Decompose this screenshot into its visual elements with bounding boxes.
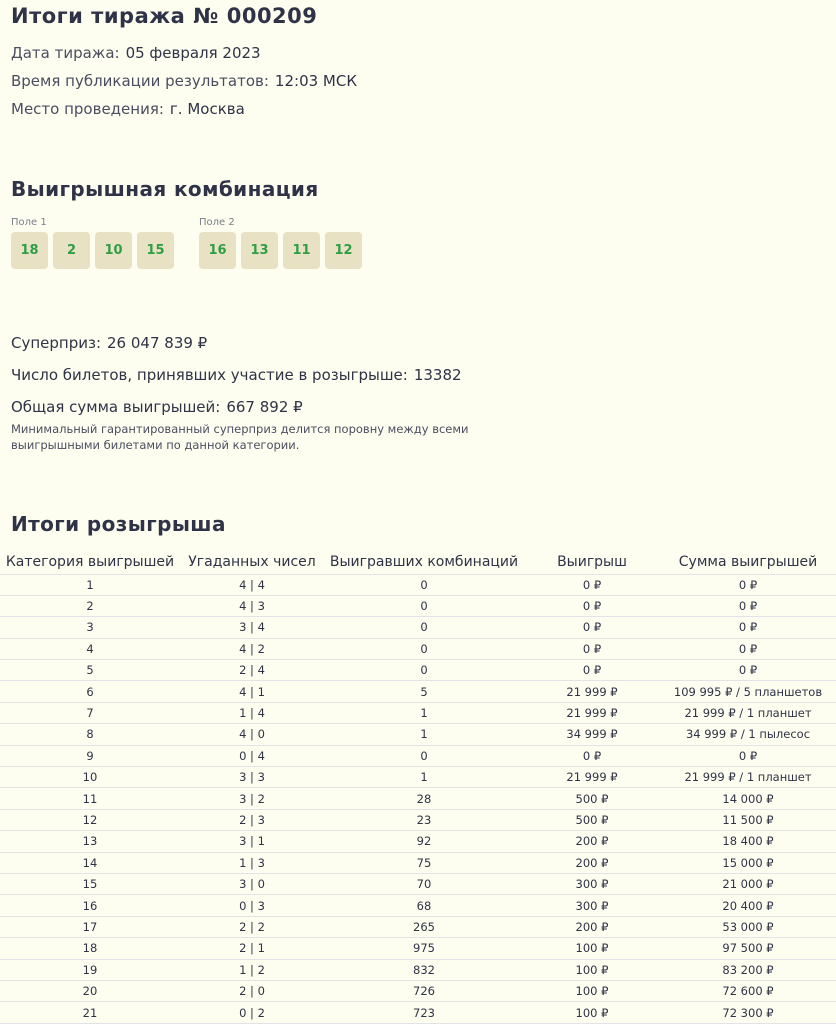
cell-winning-combos: 68: [324, 895, 524, 916]
table-row: [0, 617, 836, 638]
header-winning-combos: Выигравших комбинаций: [324, 551, 524, 574]
cell-winning-combos: 5: [324, 681, 524, 702]
cell-category: 21: [0, 1002, 180, 1023]
cell-matched: 2 | 4: [180, 660, 324, 681]
number-ball: 11: [283, 232, 320, 269]
draw-place-value: г. Москва: [169, 100, 245, 118]
table-row: [0, 916, 836, 937]
cell-prize-total: 15 000 ₽: [660, 852, 836, 873]
superprize-note: Минимальный гарантированный суперприз делится поровну между всеми выигрышными билетами по данной категории.: [11, 422, 469, 452]
table-row: [0, 724, 836, 745]
cell-matched: 3 | 2: [180, 788, 324, 809]
tickets-count: [11, 366, 462, 384]
number-ball: 13: [241, 232, 278, 269]
cell-prize: 200 ₽: [524, 916, 660, 937]
cell-prize-total: 21 999 ₽ / 1 планшет: [660, 767, 836, 788]
cell-prize: 0 ₽: [524, 595, 660, 616]
cell-winning-combos: 726: [324, 980, 524, 1001]
header-category: Категория выигрышей: [0, 551, 180, 574]
cell-winning-combos: 0: [324, 660, 524, 681]
table-row: [0, 938, 836, 959]
cell-winning-combos: 28: [324, 788, 524, 809]
cell-category: 18: [0, 938, 180, 959]
cell-winning-combos: 265: [324, 916, 524, 937]
cell-matched: 1 | 3: [180, 852, 324, 873]
cell-prize: 200 ₽: [524, 852, 660, 873]
cell-prize-total: 34 999 ₽ / 1 пылесос: [660, 724, 836, 745]
field-1-balls: [11, 232, 174, 269]
cell-matched: 4 | 0: [180, 724, 324, 745]
cell-matched: 0 | 3: [180, 895, 324, 916]
table-row: [0, 702, 836, 723]
cell-prize-total: 14 000 ₽: [660, 788, 836, 809]
cell-winning-combos: 832: [324, 959, 524, 980]
table-row: [0, 895, 836, 916]
table-row: [0, 660, 836, 681]
draw-place-label: Место проведения:: [11, 100, 164, 118]
cell-matched: 2 | 1: [180, 938, 324, 959]
total-winnings-value: 667 892 ₽: [226, 398, 303, 416]
cell-prize-total: 20 400 ₽: [660, 895, 836, 916]
number-ball: 2: [53, 232, 90, 269]
draw-date: [11, 44, 261, 62]
cell-prize: 0 ₽: [524, 638, 660, 659]
results-table: [0, 551, 836, 1024]
field-2: [199, 216, 362, 269]
superprize: [11, 334, 207, 352]
table-row: [0, 959, 836, 980]
cell-category: 11: [0, 788, 180, 809]
cell-winning-combos: 975: [324, 938, 524, 959]
cell-prize-total: 0 ₽: [660, 745, 836, 766]
total-winnings: [11, 398, 303, 416]
cell-prize-total: 21 999 ₽ / 1 планшет: [660, 702, 836, 723]
field-1: [11, 216, 174, 269]
number-ball: 16: [199, 232, 236, 269]
cell-prize: 21 999 ₽: [524, 767, 660, 788]
number-ball: 12: [325, 232, 362, 269]
cell-winning-combos: 0: [324, 617, 524, 638]
cell-prize: 34 999 ₽: [524, 724, 660, 745]
cell-category: 15: [0, 873, 180, 894]
field-1-label: Поле 1: [11, 217, 47, 228]
cell-winning-combos: 0: [324, 595, 524, 616]
results-body: [0, 574, 836, 1023]
cell-matched: 1 | 2: [180, 959, 324, 980]
table-row: [0, 1002, 836, 1023]
cell-winning-combos: 92: [324, 831, 524, 852]
draw-title: Итоги тиража № 000209: [11, 4, 318, 28]
cell-matched: 3 | 0: [180, 873, 324, 894]
cell-prize: 0 ₽: [524, 745, 660, 766]
winning-combination-title: Выигрышная комбинация: [11, 177, 319, 201]
cell-matched: 2 | 2: [180, 916, 324, 937]
cell-prize-total: 0 ₽: [660, 660, 836, 681]
number-ball: 10: [95, 232, 132, 269]
cell-category: 4: [0, 638, 180, 659]
cell-winning-combos: 1: [324, 767, 524, 788]
cell-winning-combos: 0: [324, 638, 524, 659]
cell-prize-total: 0 ₽: [660, 617, 836, 638]
cell-winning-combos: 723: [324, 1002, 524, 1023]
cell-matched: 3 | 1: [180, 831, 324, 852]
table-row: [0, 831, 836, 852]
cell-category: 13: [0, 831, 180, 852]
table-row: [0, 638, 836, 659]
cell-prize-total: 0 ₽: [660, 595, 836, 616]
publication-time-value: 12:03 МСК: [274, 72, 357, 90]
cell-category: 14: [0, 852, 180, 873]
cell-category: 9: [0, 745, 180, 766]
cell-matched: 0 | 2: [180, 1002, 324, 1023]
cell-prize: 21 999 ₽: [524, 681, 660, 702]
cell-prize: 100 ₽: [524, 980, 660, 1001]
cell-prize-total: 72 300 ₽: [660, 1002, 836, 1023]
cell-prize: 0 ₽: [524, 617, 660, 638]
cell-prize-total: 109 995 ₽ / 5 планшетов: [660, 681, 836, 702]
cell-category: 19: [0, 959, 180, 980]
table-row: [0, 980, 836, 1001]
cell-prize: 500 ₽: [524, 788, 660, 809]
cell-prize-total: 83 200 ₽: [660, 959, 836, 980]
table-row: [0, 809, 836, 830]
cell-category: 17: [0, 916, 180, 937]
cell-winning-combos: 70: [324, 873, 524, 894]
cell-matched: 3 | 3: [180, 767, 324, 788]
cell-winning-combos: 1: [324, 702, 524, 723]
cell-matched: 4 | 1: [180, 681, 324, 702]
cell-prize: 500 ₽: [524, 809, 660, 830]
header-matched: Угаданных чисел: [180, 551, 324, 574]
table-row: [0, 788, 836, 809]
cell-matched: 4 | 4: [180, 574, 324, 595]
publication-time-label: Время публикации результатов:: [11, 72, 269, 90]
cell-prize: 21 999 ₽: [524, 702, 660, 723]
cell-prize: 0 ₽: [524, 574, 660, 595]
cell-winning-combos: 23: [324, 809, 524, 830]
cell-winning-combos: 0: [324, 574, 524, 595]
cell-winning-combos: 1: [324, 724, 524, 745]
cell-matched: 4 | 3: [180, 595, 324, 616]
cell-prize: 0 ₽: [524, 660, 660, 681]
cell-category: 10: [0, 767, 180, 788]
superprize-value: 26 047 839 ₽: [107, 334, 208, 352]
cell-prize-total: 0 ₽: [660, 638, 836, 659]
cell-prize-total: 21 000 ₽: [660, 873, 836, 894]
number-ball: 15: [137, 232, 174, 269]
cell-category: 5: [0, 660, 180, 681]
field-2-label: Поле 2: [199, 217, 235, 228]
cell-prize-total: 18 400 ₽: [660, 831, 836, 852]
superprize-label: Суперприз:: [11, 334, 102, 352]
cell-prize: 100 ₽: [524, 959, 660, 980]
total-winnings-label: Общая сумма выигрышей:: [11, 398, 221, 416]
table-row: [0, 574, 836, 595]
table-row: [0, 873, 836, 894]
cell-category: 1: [0, 574, 180, 595]
draw-place: [11, 100, 245, 118]
number-ball: 18: [11, 232, 48, 269]
cell-category: 16: [0, 895, 180, 916]
publication-time: [11, 72, 357, 90]
cell-prize: 100 ₽: [524, 1002, 660, 1023]
cell-matched: 0 | 4: [180, 745, 324, 766]
table-row: [0, 852, 836, 873]
cell-prize: 300 ₽: [524, 873, 660, 894]
tickets-count-label: Число билетов, принявших участие в розыгрыше:: [11, 366, 408, 384]
cell-category: 8: [0, 724, 180, 745]
cell-prize: 300 ₽: [524, 895, 660, 916]
cell-matched: 1 | 4: [180, 702, 324, 723]
tickets-count-value: 13382: [413, 366, 462, 384]
table-row: [0, 745, 836, 766]
results-title: Итоги розыгрыша: [11, 512, 226, 536]
cell-prize-total: 97 500 ₽: [660, 938, 836, 959]
cell-prize-total: 72 600 ₽: [660, 980, 836, 1001]
table-row: [0, 595, 836, 616]
draw-date-label: Дата тиража:: [11, 44, 120, 62]
cell-winning-combos: 75: [324, 852, 524, 873]
cell-prize-total: 11 500 ₽: [660, 809, 836, 830]
header-prize-total: Сумма выигрышей: [660, 551, 836, 574]
cell-category: 7: [0, 702, 180, 723]
field-2-balls: [199, 232, 362, 269]
cell-matched: 2 | 0: [180, 980, 324, 1001]
table-row: [0, 681, 836, 702]
cell-category: 12: [0, 809, 180, 830]
header-prize: Выигрыш: [524, 551, 660, 574]
cell-matched: 4 | 2: [180, 638, 324, 659]
cell-category: 2: [0, 595, 180, 616]
cell-prize: 200 ₽: [524, 831, 660, 852]
cell-category: 3: [0, 617, 180, 638]
draw-date-value: 05 февраля 2023: [125, 44, 261, 62]
cell-matched: 3 | 4: [180, 617, 324, 638]
results-header-row: [0, 551, 836, 574]
cell-prize-total: 0 ₽: [660, 574, 836, 595]
cell-matched: 2 | 3: [180, 809, 324, 830]
cell-prize: 100 ₽: [524, 938, 660, 959]
cell-category: 6: [0, 681, 180, 702]
cell-prize-total: 53 000 ₽: [660, 916, 836, 937]
table-row: [0, 767, 836, 788]
cell-winning-combos: 0: [324, 745, 524, 766]
cell-category: 20: [0, 980, 180, 1001]
